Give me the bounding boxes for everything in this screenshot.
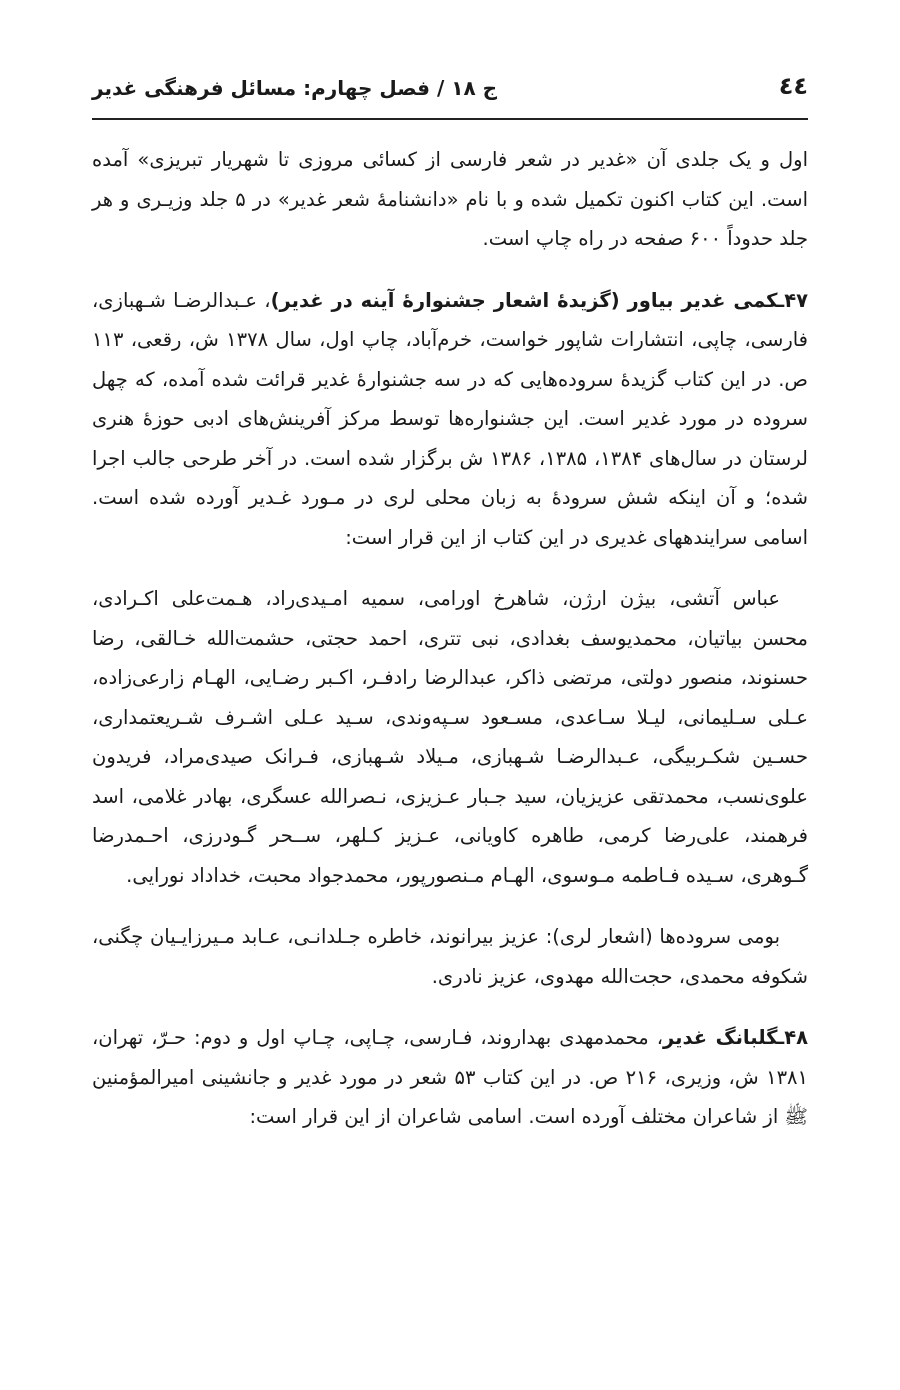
running-title: ج ۱۸ / فصل چهارم: مسائل فرهنگی غدیر <box>92 76 498 100</box>
poet-list: عباس آتشی، بیژن ارژن، شاهرخ اورامی، سمیه امـیدی‌راد، هـمت‌علی اکـرادی، محسن بیاتیان، محمدیوسف بغدادی، نبی تتری، احمد حجتی، حشمت‌الله خـالقی، رضا حسنوند، منصور دولتی، مرتضی ذاکر، عبدالرضا رادفـر، اکـبر رضـایی، الهـام زارعی‌زاده، عـلی سـلیمانی، لیـلا سـاعدی، مسـعود سـپه‌وندی، سـید عـلی اشـرف شـریعتمداری، حسـین شکـربیگی، عـبدالرضـا شـهبازی، مـیلاد شـهبازی، فـرانک صیدی‌مراد، فریدون علوی‌نسب، محمدتقی عزیزیان، سید جـبار عـزیزی، نـصرالله عسگری، بهادر غلامی، اسد فرهمند، علی‌رضا کرمی، طاهره کاویانی، عـزیز کـلهر، ســحر گـودرزی، احـمدرضا گـوهری، سـیده فـاطمه مـوسوی، الهـام مـنصورپور، محمدجواد محبت، خداداد نورایی. <box>92 587 808 887</box>
entry-47-body: ، عـبدالرضـا شـهبازی، فارسی، چاپی، انتشارات شاپور خواست، خرم‌آباد، چاپ اول، سال ۱۳۷۸ ش، رقعی، ۱۱۳ ص. در این کتاب گزیدهٔ سروده‌هایی که در سه جشنوارهٔ غدیر قرائت شده آمده، که چهل سروده در مورد غدیر است. این جشنواره‌ها توسط مرکز آفرینش‌های ادبی حوزهٔ هنری لرستان در سال‌های ۱۳۸۴، ۱۳۸۵، ۱۳۸۶ ش برگزار شده است. در آخر طرحی جالب اجرا شده؛ و آن اینکه شش سرودهٔ به زبان محلی لری در مـورد غـدیر آورده شده است. اسامی سرایندههای غدیری در این کتاب از این قرار است: <box>92 288 808 549</box>
entry-48 <box>92 1018 808 1137</box>
paragraph-continuation: اول و یک جلدی آن «غدیر در شعر فارسی از کسائی مروزی تا شهریار تبریزی» آمده است. این کتاب اکنون تکمیل شده و با نام «دانشنامهٔ شعر غدیر» در ۵ جلد وزیـری و هر جلد حدوداً ۶۰۰ صفحه در راه چاپ است. <box>92 148 808 250</box>
entry-47-number: ۴۷ـ <box>777 288 808 312</box>
page-number: ٤٤ <box>778 72 808 100</box>
entry-47 <box>92 281 808 558</box>
page-header <box>92 66 808 120</box>
entry-48-title: گلبانگ غدیر <box>663 1026 778 1049</box>
entry-48-body: ، محمدمهدی بهداروند، فـارسی، چـاپی، چـاپ اول و دوم: حـرّ، تهران، ۱۳۸۱ ش، وزیری، ۲۱۶ ص. در این کتاب ۵۳ شعر در مورد غدیر و جانشینی امیرالمؤمنین ﷺ از شاعران مختلف آورده است. اسامی شاعران از این قرار است: <box>92 1026 808 1128</box>
entry-47-title: کمی غدیر بیاور (گزیدهٔ اشعار جشنوارهٔ آینه در غدیر) <box>270 288 778 312</box>
local-poets-list: بومی سروده‌ها (اشعار لری): عزیز بیرانوند، خاطره جـلدانـی، عـابد مـیرزایـیان چگنی، شکوفه محمدی، حجت‌الله مهدوی، عزیز نادری. <box>92 925 808 988</box>
entry-48-number: ۴۸ـ <box>777 1026 808 1049</box>
page-body <box>92 140 808 1159</box>
